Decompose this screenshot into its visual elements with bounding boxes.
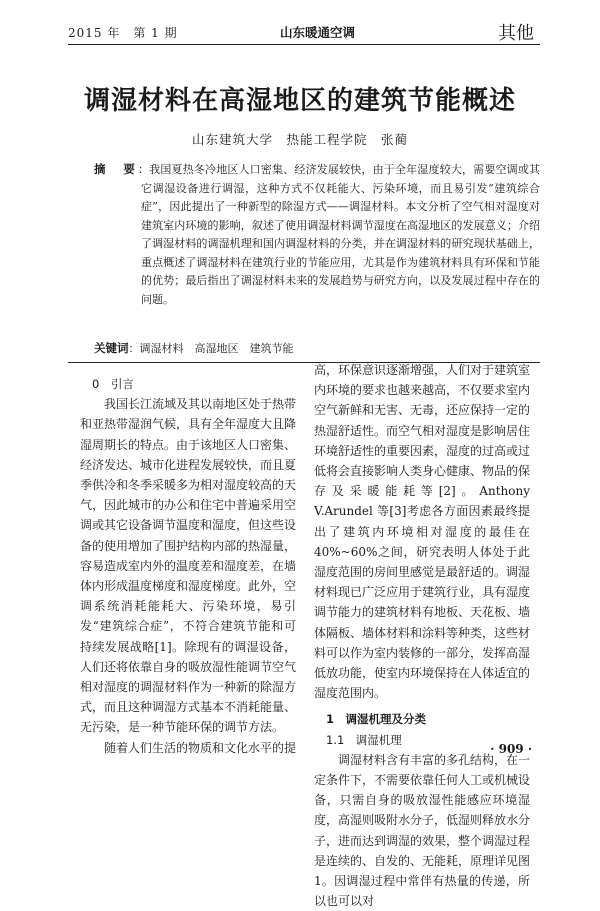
abstract bbox=[94, 160, 540, 309]
issue-label: 2015 年 第 1 期 bbox=[68, 26, 178, 40]
paragraph-3: 调湿材料含有丰富的多孔结构，在一定条件下，不需要依靠任何人工或机械设备，只需自身的吸放湿性能感应环境湿度，高湿则吸附水分子，低湿则释放水分子，进而达到调湿的效果，整个调湿过程是连续的、自发的、无能耗，原理详见图 1。因调湿过程中常伴有热量的传递，所以也可以对 bbox=[314, 752, 531, 909]
author-affiliation: 山东建筑大学 热能工程学院 张蔺 bbox=[191, 132, 408, 147]
right-column bbox=[314, 360, 530, 911]
section-heading-intro: 0 引言 bbox=[92, 377, 134, 391]
paragraph-1: 我国长江流域及其以南地区处于热带和亚热带湿润气候，具有全年湿度大且降湿周期长的特点。由于该地区人口密集、经济发达、城市化进程发展较快，而且夏季供冷和冬季采暖多为相对湿度较高的天气，因此城市的办公和住宅中普遍采用空调或其它设备调节温度和湿度，但这些设备的使用增加了围护结构内部的热湿量，容易造成室内外的温度差和湿度差，在墙体内形成温度梯度和湿度梯度。此外，空调系统消耗能耗大、污染环境，易引发“建筑综合症”，不符合建筑节能和可持续发展战略[1]。除现有的调湿设备，人们还将依靠自身的吸放湿性能调节空气相对湿度的调湿材料作为一种新的除湿方式，而且这种调湿方式基本不消耗能量、无污染，是一种节能环保的调节方法。 bbox=[80, 397, 297, 735]
page-number: · 909 · bbox=[490, 742, 532, 756]
keywords-label: 关键词 bbox=[94, 341, 129, 355]
paragraph-2-continued: 高，环保意识逐渐增强，人们对于建筑室内环境的要求也越来越高，不仅要求室内空气新鲜和无害、无毒，还应保持一定的热湿舒适性。而空气相对湿度是影响居住环境舒适性的重要因素，湿度的过高或过低将会直接影响人类身心健康、物品的保存及采暖能耗等[2]。Anthony V.Arundel 等[3]考虑各方面因素最终提出了建筑内环境相对湿度的最佳在 40%~60%之间，研究表明人体处于此湿度范围的房间里感觉是最舒适的。调湿材料现已广泛应用于建筑行业，具有湿度调节能力的建筑材料有地板、天花板、墙体隔板、墙体材料和涂料等种类，这些材料可以作为室内装修的一部分，发挥高湿低放功能，使室内环境保持在人体适宜的湿度范围内。 bbox=[314, 363, 531, 701]
journal-name: 山东暖通空调 bbox=[280, 25, 356, 40]
section-heading-1: 1 调湿机理及分类 bbox=[326, 712, 427, 727]
keywords-text: ：调湿材料 高湿地区 建筑节能 bbox=[128, 342, 294, 355]
abstract-text: ：我国夏热冬冷地区人口密集、经济发展较快，由于全年湿度较大，需要空调或其它调湿设备进行调湿，这种方式不仅耗能大、污染环境，而且易引发“建筑综合症”，因此提出了一种新型的除湿方式——调湿材料。本文分析了空气相对湿度对建筑室内环境的影响，叙述了使用调湿材料调节湿度在高湿地区的发展意义；介绍了调湿材料的调湿机理和国内调湿材料的分类，并在调湿材料的研究现状基础上，重点概述了调湿材料在建筑行业的节能应用，尤其是作为建筑材料具有环保和节能的优势；最后指出了调湿材料未来的发展趋势与研究方向，以及发展过程中存在的问题。 bbox=[138, 163, 540, 306]
section-heading-1-1: 1.1 调湿机理 bbox=[326, 732, 402, 747]
abstract-label: 摘 要 bbox=[94, 162, 139, 176]
running-header bbox=[68, 20, 540, 45]
paper-title: 调湿材料在高湿地区的建筑节能概述 bbox=[83, 86, 516, 116]
keywords bbox=[94, 339, 540, 358]
section-label: 其他 bbox=[498, 23, 534, 44]
paragraph-2: 随着人们生活的物质和文化水平的提 bbox=[104, 740, 297, 755]
left-column bbox=[80, 374, 296, 758]
